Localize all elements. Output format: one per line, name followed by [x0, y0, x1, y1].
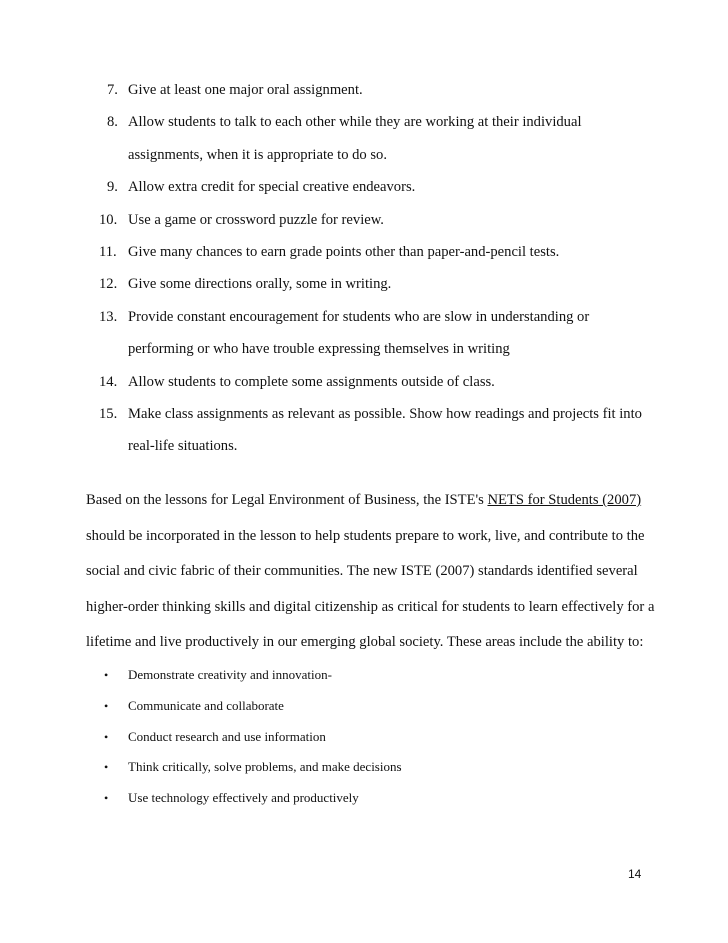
list-number: 12. [99, 276, 118, 293]
list-number: 11. [99, 244, 117, 261]
bullet-text: Use technology effectively and productively [128, 790, 359, 806]
list-item [0, 171, 728, 203]
page-number: 14 [628, 867, 642, 881]
list-text: Give at least one major oral assignment. [128, 82, 363, 98]
list-item [0, 236, 728, 268]
bullet-item [0, 691, 728, 722]
list-text: Use a game or crossword puzzle for review. [128, 211, 384, 228]
list-number: 7. [107, 82, 118, 98]
list-text: Give many chances to earn grade points other than paper-and-pencil tests. [128, 244, 560, 261]
list-number: 14. [99, 373, 118, 390]
bullet-text: Communicate and collaborate [128, 697, 284, 713]
bullet-item [0, 752, 728, 783]
bullet-item [0, 660, 728, 691]
paragraph-text: Based on the lessons for Legal Environment of Business, the ISTE's [86, 492, 488, 508]
bullet-icon: • [104, 668, 109, 682]
body-paragraph [86, 483, 666, 661]
list-text-continued: performing or who have trouble expressing themselves in writing [128, 341, 510, 358]
list-item [0, 398, 728, 463]
bullet-icon: • [104, 729, 109, 744]
list-item [0, 268, 728, 300]
list-item [0, 74, 728, 106]
bullet-icon: • [104, 760, 109, 775]
list-number: 15. [99, 406, 118, 423]
bullet-icon: • [104, 791, 109, 806]
list-number: 8. [107, 114, 118, 131]
list-text: Allow students to complete some assignments outside of class. [128, 373, 495, 390]
list-item [0, 106, 728, 171]
bullet-text: Conduct research and use information [128, 728, 326, 744]
paragraph-line: should be incorporated in the lesson to help students prepare to work, live, and contribute to the [86, 527, 645, 544]
bullet-icon: • [104, 698, 109, 713]
paragraph-line: lifetime and live productively in our emerging global society. These areas include the ability to: [86, 634, 644, 651]
list-text-continued: real-life situations. [128, 438, 238, 455]
bullet-text: Demonstrate creativity and innovation- [128, 667, 332, 682]
bullet-item [0, 783, 728, 814]
list-text-continued: assignments, when it is appropriate to do so. [128, 146, 388, 163]
list-text: Allow students to talk to each other while they are working at their individual [128, 114, 582, 131]
bullet-list [0, 660, 728, 814]
paragraph-line: social and civic fabric of their communities. The new ISTE (2007) standards identified several [86, 563, 638, 580]
nets-link[interactable]: NETS for Students (2007) [487, 492, 642, 508]
bullet-text: Think critically, solve problems, and make decisions [128, 759, 402, 775]
list-text: Allow extra credit for special creative endeavors. [128, 179, 416, 196]
numbered-list [0, 74, 728, 463]
paragraph-line: higher-order thinking skills and digital citizenship as critical for students to learn effectively for a [86, 598, 655, 615]
list-number: 9. [107, 179, 118, 196]
list-text: Give some directions orally, some in writing. [128, 276, 392, 293]
paragraph-line [86, 483, 666, 519]
list-item [0, 204, 728, 236]
list-number: 10. [99, 211, 118, 228]
list-text: Provide constant encouragement for students who are slow in understanding or [128, 308, 590, 325]
bullet-item [0, 722, 728, 753]
list-item [0, 301, 728, 366]
list-text: Make class assignments as relevant as possible. Show how readings and projects fit into [128, 406, 642, 423]
list-number: 13. [99, 308, 118, 325]
list-item [0, 366, 728, 398]
